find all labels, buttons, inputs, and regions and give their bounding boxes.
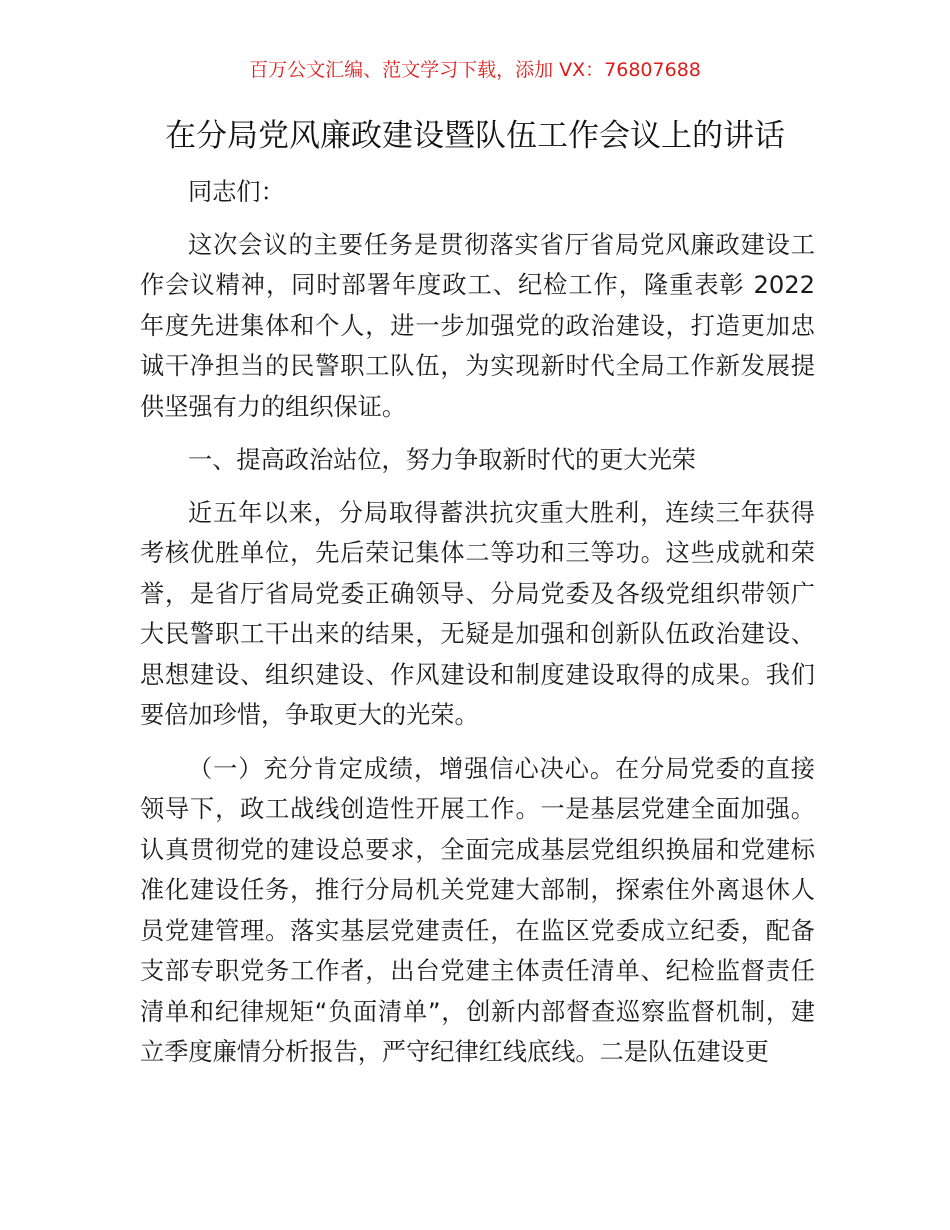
salutation: 同志们： — [188, 178, 285, 206]
paragraph-subsection-1: （一）充分肯定成绩，增强信心决心。在分局党委的直接领导下，政工战线创造性开展工作。一是基层党建全面加强。认真贯彻党的建设总要求，全面完成基层党组织换届和党建标准化建设任务，推行分局机关党建大部制，探索住外离退休人员党建管理。落实基层党建责任，在监区党委成立纪委，配备支部专职党务工作者，出台党建主体责任清单、纪检监督责任清单和纪律规矩“负面清单”，创新内部督查巡察监督机制，建立季度廉情分析报告，严守纪律红线底线。二是队伍建设更 — [140, 754, 815, 1066]
watermark-text: 百万公文汇编、范文学习下载，添加 VX：76807688 — [249, 59, 701, 81]
paragraph-achievements: 近五年以来，分局取得蓄洪抗灾重大胜利，连续三年获得考核优胜单位，先后荣记集体二等功和三等功。这些成就和荣誉，是省厅省局党委正确领导、分局党委及各级党组织带领广大民警职工干出来的结果，无疑是加强和创新队伍政治建设、思想建设、组织建设、作风建设和制度建设取得的成果。我们要倍加珍惜，争取更大的光荣。 — [140, 498, 815, 729]
section-heading-1: 一、提高政治站位，努力争取新时代的更大光荣 — [188, 446, 696, 474]
document-title: 在分局党风廉政建设暨队伍工作会议上的讲话 — [165, 118, 785, 154]
document-body — [140, 172, 815, 1086]
paragraph-intro: 这次会议的主要任务是贯彻落实省厅省局党风廉政建设工作会议精神，同时部署年度政工、纪检工作，隆重表彰 2022 年度先进集体和个人，进一步加强党的政治建设，打造更加忠诚干净担当的民警职工队伍，为实现新时代全局工作新发展提供坚强有力的组织保证。 — [140, 230, 815, 421]
